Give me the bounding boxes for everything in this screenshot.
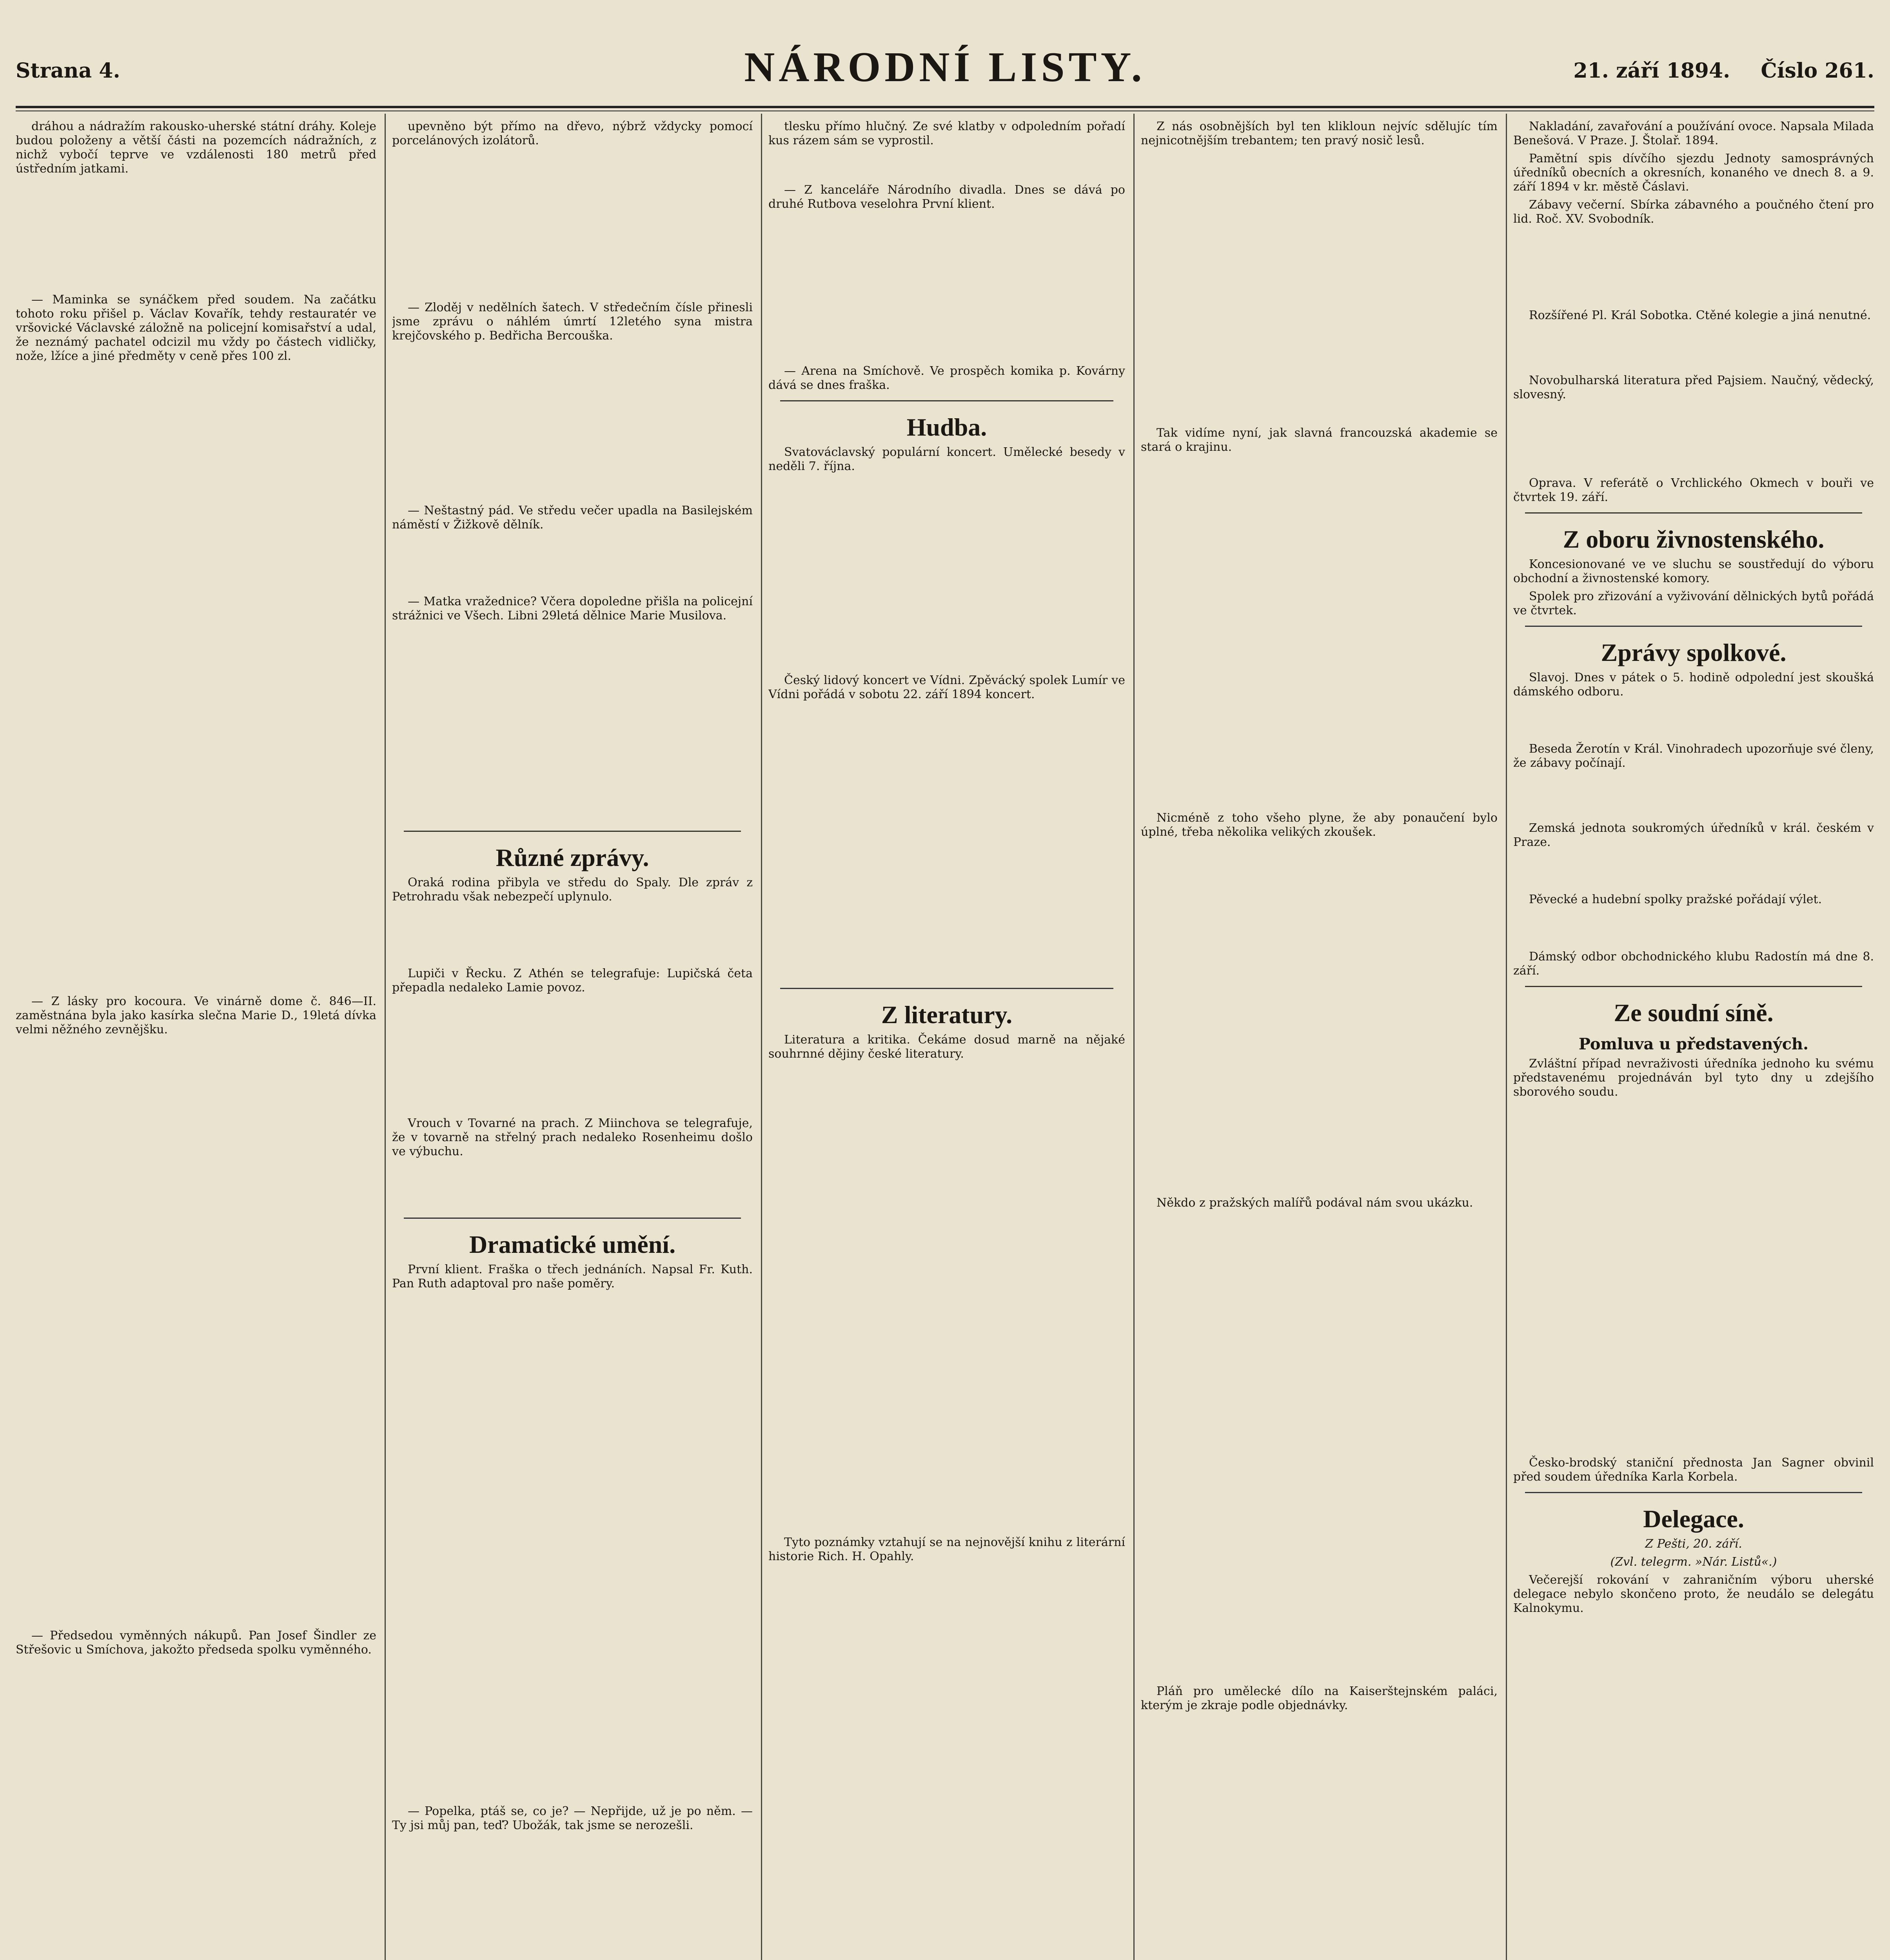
column-5 <box>1513 120 1874 1960</box>
masthead <box>16 24 1874 102</box>
article-paragraph: — Zloděj v nedělních šatech. V středečním čísle přinesli jsme zprávu o náhlém úmrtí 12letého syna mistra krejčovského p. Bedřicha Bercouška. <box>392 301 753 343</box>
section-heading: Z literatury. <box>881 1001 1013 1029</box>
section-heading: Dramatické umění. <box>469 1230 676 1258</box>
section-rule <box>1525 626 1862 627</box>
issue-date: 21. září 1894. <box>1573 59 1730 83</box>
article-paragraph: Zemská jednota soukromých úředníků v král. českém v Praze. <box>1513 821 1874 849</box>
section-heading: Zprávy spolkové. <box>1601 639 1787 666</box>
section-rule <box>1525 1492 1862 1493</box>
article-paragraph: tlesku přímo hlučný. Ze své klatby v odpoledním pořadí kus rázem sám se vyprostil. <box>768 120 1125 147</box>
article-paragraph: Tak vidíme nyní, jak slavná francouzská akademie se stará o krajinu. <box>1141 426 1498 454</box>
section-rule <box>404 1218 741 1219</box>
column-1 <box>16 120 376 1960</box>
article-paragraph: Svatováclavský populární koncert. Umělecké besedy v neděli 7. října. <box>768 445 1125 473</box>
article-paragraph: Lupiči v Řecku. Z Athén se telegrafuje: Lupičská četa přepadla nedaleko Lamie povoz. <box>392 967 753 995</box>
article-paragraph: Večerejší rokování v zahraničním výboru uherské delegace nebylo skončeno proto, že neudálo se delegátu Kalnokymu. <box>1513 1573 1874 1615</box>
column-divider <box>761 114 762 1960</box>
article-paragraph: První klient. Fraška o třech jednáních. Napsal Fr. Kuth. Pan Ruth adaptoval pro naše poměry. <box>392 1263 753 1290</box>
article-paragraph: Vrouch v Tovarné na prach. Z Miinchova se telegrafuje, že v tovarně na střelný prach nedaleko Rosenheimu došlo ve výbuchu. <box>392 1116 753 1158</box>
column-3 <box>768 120 1125 1960</box>
page-number: Strana 4. <box>16 59 120 83</box>
notice-item: Novobulharská literatura před Pajsiem. Naučný, vědecký, slovesný. <box>1513 374 1874 401</box>
dateline: Z Pešti, 20. září. <box>1645 1537 1742 1551</box>
article-paragraph: — Z kanceláře Národního divadla. Dnes se dává po druhé Rutbova veselohra První klient. <box>768 183 1125 211</box>
header-rule <box>16 106 1874 108</box>
article-paragraph: Tyto poznámky vztahují se na nejnovější knihu z literární historie Rich. H. Opahly. <box>768 1535 1125 1563</box>
section-heading: Ze soudní síně. <box>1614 999 1774 1027</box>
issue-number: Číslo 261. <box>1761 59 1874 83</box>
article-paragraph: Dámský odbor obchodnického klubu Radostín má dne 8. září. <box>1513 950 1874 978</box>
article-paragraph: — Předsedou vyměnných nákupů. Pan Josef Šindler ze Střešovic u Smíchova, jakožto předseda spolku vyměnného. <box>16 1629 376 1657</box>
section-rule <box>780 988 1113 989</box>
article-paragraph: Český lidový koncert ve Vídni. Zpěvácký spolek Lumír ve Vídni pořádá v sobotu 22. září 1894 koncert. <box>768 673 1125 701</box>
article-paragraph: — Arena na Smíchově. Ve prospěch komika p. Kovárny dává se dnes fraška. <box>768 364 1125 392</box>
column-divider <box>1506 114 1507 1960</box>
section-heading: Z oboru živnostenského. <box>1563 525 1825 553</box>
section-rule <box>1525 512 1862 514</box>
article-paragraph: — Neštastný pád. Ve středu večer upadla na Basilejském náměstí v Žižkově dělník. <box>392 504 753 532</box>
article-paragraph: Zvláštní případ nevraživosti úředníka jednoho ku svému představenému projednáván byl tyto dny u zdejšího sborového soudu. <box>1513 1057 1874 1099</box>
article-paragraph: — Matka vražednice? Včera dopoledne přišla na policejní strážnici ve Všech. Libni 29letá dělnice Marie Musilova. <box>392 595 753 622</box>
section-subheading: Pomluva u představených. <box>1578 1035 1809 1053</box>
article-paragraph: Nicméně z toho všeho plyne, že aby ponaučení bylo úplné, třeba několika velikých zkoušek. <box>1141 811 1498 839</box>
article-paragraph: Beseda Žerotín v Král. Vinohradech upozorňuje své členy, že zábavy počínají. <box>1513 742 1874 770</box>
notice-item: Oprava. V referátě o Vrchlického Okmech v bouři ve čtvrtek 19. září. <box>1513 476 1874 504</box>
article-paragraph: Pláň pro umělecké dílo na Kaiserštejnském paláci, kterým je zkraje podle objednávky. <box>1141 1684 1498 1712</box>
article-paragraph: Koncesionované ve ve sluchu se soustředují do výboru obchodní a živnostenské komory. <box>1513 557 1874 585</box>
column-2 <box>392 120 753 1960</box>
article-paragraph: Literatura a kritika. Čekáme dosud marně na nějaké souhrnné dějiny české literatury. <box>768 1033 1125 1061</box>
notice-item: Zábavy večerní. Sbírka zábavného a poučného čtení pro lid. Roč. XV. Svobodník. <box>1513 198 1874 226</box>
article-paragraph: dráhou a nádražím rakousko-uherské státní dráhy. Koleje budou položeny a větší části na pozemcích nádražních, z nichž vybočí teprve ve vzdálenosti 180 metrů před ústředním jatkami. <box>16 120 376 176</box>
notice-item: Nakladání, zavařování a používání ovoce. Napsala Milada Benešová. V Praze. J. Štolař. 1894. <box>1513 120 1874 147</box>
section-heading: Delegace. <box>1643 1505 1744 1533</box>
telegram-source: (Zvl. telegrm. »Nár. Listů«.) <box>1610 1555 1777 1569</box>
article-paragraph: Česko-brodský staniční přednosta Jan Sagner obvinil před soudem úředníka Karla Korbela. <box>1513 1456 1874 1484</box>
column-4 <box>1141 120 1498 1960</box>
newspaper-title: NÁRODNÍ LISTY. <box>744 44 1146 91</box>
notice-item: Pamětní spis dívčího sjezdu Jednoty samosprávných úředníků obecních a okresních, konaného ve dnech 8. a 9. září 1894 v kr. městě Čáslavi. <box>1513 152 1874 194</box>
article-paragraph: — Z lásky pro kocoura. Ve vinárně dome č. 846—II. zaměstnána byla jako kasírka slečna Marie D., 19letá dívka velmi něžného zevnějšku. <box>16 995 376 1036</box>
article-paragraph: Z nás osobnějších byl ten klikloun nejvíc sdělujíc tím nejnicotnějším trebantem; ten pravý nosič lesů. <box>1141 120 1498 147</box>
section-heading: Hudba. <box>906 413 987 441</box>
article-paragraph: Slavoj. Dnes v pátek o 5. hodině odpolední jest skoušká dámského odboru. <box>1513 671 1874 699</box>
issue-info <box>1550 59 1874 83</box>
article-paragraph: — Popelka, ptáš se, co je? — Nepřijde, už je po něm. — Ty jsi můj pan, teď? Ubožák, tak jsme se nerozešli. <box>392 1804 753 1832</box>
section-rule <box>1525 986 1862 987</box>
column-divider <box>1133 114 1135 1960</box>
column-divider <box>385 114 386 1960</box>
article-paragraph: — Maminka se synáčkem před soudem. Na začátku tohoto roku přišel p. Václav Kovařík, tehdy restauratér ve vršovické Václavské záložně na policejní komisařství a udal, že neznámý pachatel odcizil mu vždy po částech vidličky, nože, lžíce a jiné předměty v ceně přes 100 zl. <box>16 293 376 363</box>
article-paragraph: upevněno být přímo na dřevo, nýbrž vždycky pomocí porcelánových izolátorů. <box>392 120 753 147</box>
article-paragraph: Oraká rodina přibyla ve středu do Spaly. Dle zpráv z Petrohradu však nebezpečí uplynulo. <box>392 876 753 904</box>
article-paragraph: Spolek pro zřizování a vyživování dělnických bytů pořádá ve čtvrtek. <box>1513 590 1874 617</box>
section-heading: Různé zprávy. <box>496 844 649 871</box>
article-paragraph: Někdo z pražských malířů podával nám svou ukázku. <box>1157 1196 1473 1210</box>
section-rule <box>780 400 1113 401</box>
section-rule <box>404 831 741 832</box>
notice-item: Rozšířené Pl. Král Sobotka. Ctěné kolegie a jiná nenutné. <box>1529 309 1871 322</box>
article-paragraph: Pěvecké a hudební spolky pražské pořádají výlet. <box>1529 893 1822 906</box>
